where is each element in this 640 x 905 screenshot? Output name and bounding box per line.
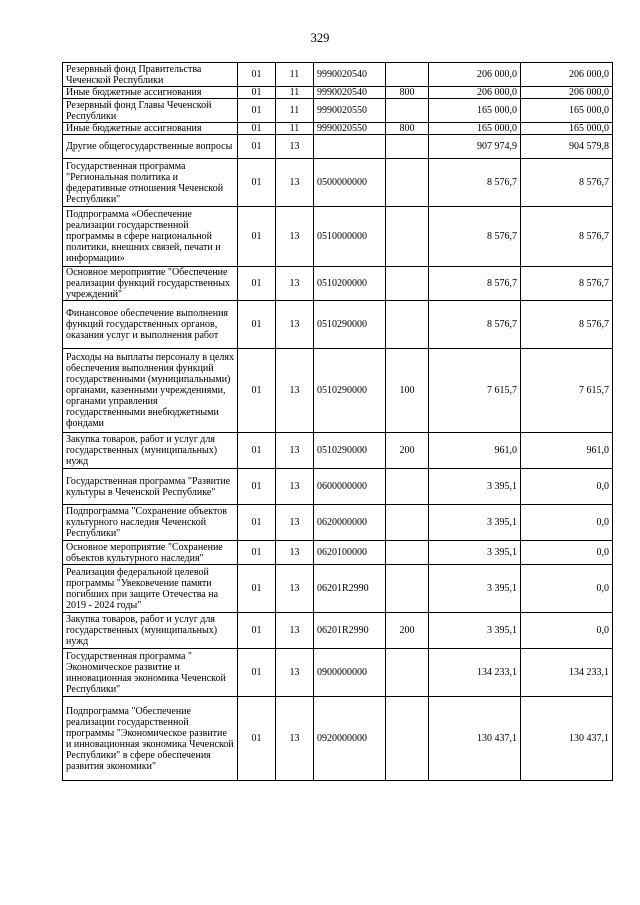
row-name-cell: Иные бюджетные ассигнования — [63, 123, 238, 135]
table-row — [63, 541, 613, 565]
section-code-cell: 01 — [238, 697, 276, 781]
amount-year2-cell: 130 437,1 — [521, 697, 613, 781]
amount-year1-cell: 8 576,7 — [429, 301, 521, 349]
table-row — [63, 565, 613, 613]
section-code-cell: 01 — [238, 301, 276, 349]
row-name-cell: Финансовое обеспечение выполнения функций государственных органов, оказания услуг и выполнения работ — [63, 301, 238, 349]
row-name-cell: Подпрограмма "Сохранение объектов культурного наследия Чеченской Республики" — [63, 505, 238, 541]
table-row — [63, 613, 613, 649]
amount-year1-cell: 206 000,0 — [429, 87, 521, 99]
amount-year1-cell: 8 576,7 — [429, 207, 521, 267]
expense-type-cell — [386, 541, 429, 565]
expense-type-cell: 100 — [386, 349, 429, 433]
subsection-code-cell: 13 — [276, 301, 314, 349]
budget-table-body — [63, 63, 613, 781]
subsection-code-cell: 13 — [276, 207, 314, 267]
amount-year2-cell: 7 615,7 — [521, 349, 613, 433]
subsection-code-cell: 13 — [276, 433, 314, 469]
amount-year2-cell: 904 579,8 — [521, 135, 613, 159]
section-code-cell: 01 — [238, 135, 276, 159]
expense-type-cell — [386, 135, 429, 159]
amount-year2-cell: 206 000,0 — [521, 63, 613, 87]
target-article-cell: 9990020540 — [314, 63, 386, 87]
row-name-cell: Основное мероприятие "Сохранение объектов культурного наследия" — [63, 541, 238, 565]
expense-type-cell — [386, 207, 429, 267]
section-code-cell: 01 — [238, 505, 276, 541]
amount-year1-cell: 8 576,7 — [429, 267, 521, 301]
target-article-cell: 0510000000 — [314, 207, 386, 267]
target-article-cell: 0920000000 — [314, 697, 386, 781]
amount-year2-cell: 165 000,0 — [521, 99, 613, 123]
row-name-cell: Закупка товаров, работ и услуг для государственных (муниципальных) нужд — [63, 433, 238, 469]
section-code-cell: 01 — [238, 649, 276, 697]
amount-year1-cell: 165 000,0 — [429, 99, 521, 123]
table-row — [63, 697, 613, 781]
subsection-code-cell: 13 — [276, 613, 314, 649]
target-article-cell: 0620000000 — [314, 505, 386, 541]
table-row — [63, 649, 613, 697]
row-name-cell: Закупка товаров, работ и услуг для государственных (муниципальных) нужд — [63, 613, 238, 649]
section-code-cell: 01 — [238, 565, 276, 613]
section-code-cell: 01 — [238, 159, 276, 207]
amount-year2-cell: 206 000,0 — [521, 87, 613, 99]
expense-type-cell — [386, 159, 429, 207]
page-number: 329 — [310, 31, 330, 45]
target-article-cell: 9990020540 — [314, 87, 386, 99]
expense-type-cell: 800 — [386, 87, 429, 99]
amount-year1-cell: 130 437,1 — [429, 697, 521, 781]
section-code-cell: 01 — [238, 87, 276, 99]
subsection-code-cell: 13 — [276, 505, 314, 541]
target-article-cell: 06201R2990 — [314, 613, 386, 649]
amount-year2-cell: 165 000,0 — [521, 123, 613, 135]
target-article-cell: 06201R2990 — [314, 565, 386, 613]
table-row — [63, 349, 613, 433]
target-article-cell — [314, 135, 386, 159]
expense-type-cell — [386, 505, 429, 541]
row-name-cell: Реализация федеральной целевой программы "Увековечение памяти погибших при защите Отечества на 2019 - 2024 годы" — [63, 565, 238, 613]
amount-year2-cell: 8 576,7 — [521, 267, 613, 301]
expense-type-cell: 200 — [386, 433, 429, 469]
amount-year1-cell: 165 000,0 — [429, 123, 521, 135]
target-article-cell: 9990020550 — [314, 99, 386, 123]
table-row — [63, 433, 613, 469]
amount-year2-cell: 0,0 — [521, 613, 613, 649]
target-article-cell: 0900000000 — [314, 649, 386, 697]
row-name-cell: Подпрограмма "Обеспечение реализации государственной программы "Экономическое развитие и инновационная экономика Чеченской Республики" в сфере обеспечения развития экономики" — [63, 697, 238, 781]
table-row — [63, 63, 613, 87]
target-article-cell: 0510290000 — [314, 433, 386, 469]
amount-year1-cell: 3 395,1 — [429, 565, 521, 613]
expense-type-cell — [386, 469, 429, 505]
row-name-cell: Резервный фонд Главы Чеченской Республики — [63, 99, 238, 123]
table-row — [63, 469, 613, 505]
budget-table — [62, 62, 613, 781]
section-code-cell: 01 — [238, 63, 276, 87]
amount-year2-cell: 0,0 — [521, 469, 613, 505]
table-row — [63, 301, 613, 349]
amount-year1-cell: 3 395,1 — [429, 541, 521, 565]
subsection-code-cell: 13 — [276, 697, 314, 781]
row-name-cell: Государственная программа "Региональная политика и федеративные отношения Чеченской Республики" — [63, 159, 238, 207]
target-article-cell: 0510200000 — [314, 267, 386, 301]
section-code-cell: 01 — [238, 469, 276, 505]
table-row — [63, 99, 613, 123]
target-article-cell: 0500000000 — [314, 159, 386, 207]
subsection-code-cell: 11 — [276, 99, 314, 123]
amount-year2-cell: 8 576,7 — [521, 207, 613, 267]
amount-year1-cell: 907 974,9 — [429, 135, 521, 159]
expense-type-cell — [386, 63, 429, 87]
table-row — [63, 505, 613, 541]
section-code-cell: 01 — [238, 99, 276, 123]
amount-year2-cell: 0,0 — [521, 541, 613, 565]
amount-year2-cell: 961,0 — [521, 433, 613, 469]
section-code-cell: 01 — [238, 123, 276, 135]
subsection-code-cell: 13 — [276, 565, 314, 613]
section-code-cell: 01 — [238, 613, 276, 649]
target-article-cell: 9990020550 — [314, 123, 386, 135]
row-name-cell: Государственная программа " Экономическое развитие и инновационная экономика Чеченской Республики" — [63, 649, 238, 697]
amount-year1-cell: 3 395,1 — [429, 613, 521, 649]
subsection-code-cell: 13 — [276, 159, 314, 207]
amount-year2-cell: 134 233,1 — [521, 649, 613, 697]
subsection-code-cell: 11 — [276, 63, 314, 87]
expense-type-cell — [386, 565, 429, 613]
target-article-cell: 0620100000 — [314, 541, 386, 565]
expense-type-cell — [386, 99, 429, 123]
subsection-code-cell: 13 — [276, 469, 314, 505]
row-name-cell: Резервный фонд Правительства Чеченской Республики — [63, 63, 238, 87]
amount-year2-cell: 8 576,7 — [521, 301, 613, 349]
amount-year1-cell: 134 233,1 — [429, 649, 521, 697]
section-code-cell: 01 — [238, 207, 276, 267]
subsection-code-cell: 13 — [276, 541, 314, 565]
subsection-code-cell: 11 — [276, 87, 314, 99]
subsection-code-cell: 13 — [276, 349, 314, 433]
amount-year1-cell: 206 000,0 — [429, 63, 521, 87]
expense-type-cell — [386, 649, 429, 697]
table-row — [63, 123, 613, 135]
row-name-cell: Государственная программа "Развитие культуры в Чеченской Республике" — [63, 469, 238, 505]
row-name-cell: Подпрограмма «Обеспечение реализации государственной программы в сфере национальной политики, внешних связей, печати и информации» — [63, 207, 238, 267]
table-row — [63, 135, 613, 159]
subsection-code-cell: 13 — [276, 267, 314, 301]
section-code-cell: 01 — [238, 433, 276, 469]
amount-year1-cell: 3 395,1 — [429, 469, 521, 505]
expense-type-cell — [386, 267, 429, 301]
expense-type-cell: 200 — [386, 613, 429, 649]
row-name-cell: Другие общегосударственные вопросы — [63, 135, 238, 159]
amount-year1-cell: 3 395,1 — [429, 505, 521, 541]
expense-type-cell — [386, 301, 429, 349]
amount-year1-cell: 961,0 — [429, 433, 521, 469]
subsection-code-cell: 13 — [276, 649, 314, 697]
subsection-code-cell: 13 — [276, 135, 314, 159]
amount-year1-cell: 8 576,7 — [429, 159, 521, 207]
section-code-cell: 01 — [238, 349, 276, 433]
expense-type-cell — [386, 697, 429, 781]
amount-year1-cell: 7 615,7 — [429, 349, 521, 433]
target-article-cell: 0510290000 — [314, 301, 386, 349]
expense-type-cell: 800 — [386, 123, 429, 135]
row-name-cell: Расходы на выплаты персоналу в целях обеспечения выполнения функций государственными (муниципальными) органами, казенными учреждениями, органами управления государственными внебюджетными фондами — [63, 349, 238, 433]
amount-year2-cell: 0,0 — [521, 565, 613, 613]
subsection-code-cell: 11 — [276, 123, 314, 135]
table-row — [63, 87, 613, 99]
section-code-cell: 01 — [238, 541, 276, 565]
section-code-cell: 01 — [238, 267, 276, 301]
target-article-cell: 0600000000 — [314, 469, 386, 505]
table-row — [63, 207, 613, 267]
table-row — [63, 267, 613, 301]
target-article-cell: 0510290000 — [314, 349, 386, 433]
row-name-cell: Основное мероприятие "Обеспечение реализации функций государственных учреждений" — [63, 267, 238, 301]
table-row — [63, 159, 613, 207]
row-name-cell: Иные бюджетные ассигнования — [63, 87, 238, 99]
amount-year2-cell: 0,0 — [521, 505, 613, 541]
amount-year2-cell: 8 576,7 — [521, 159, 613, 207]
